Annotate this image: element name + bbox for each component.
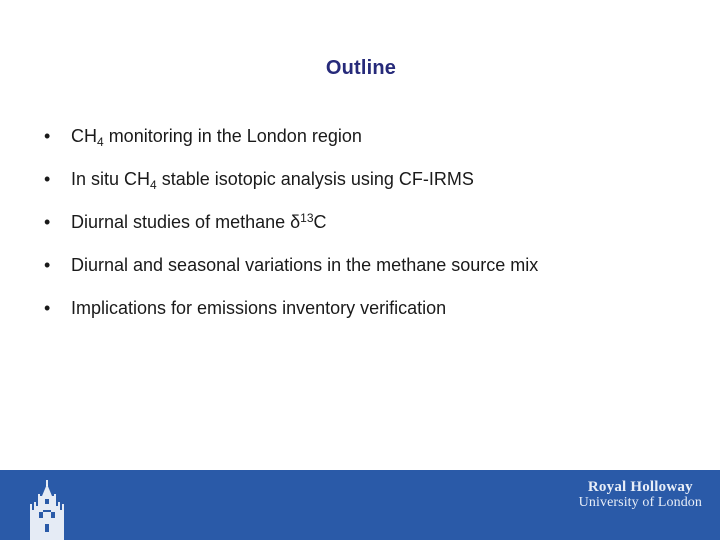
bullet-text-part: Diurnal studies of methane δ <box>71 212 301 232</box>
superscript: 13 <box>300 211 314 225</box>
bullet-marker: • <box>44 169 51 189</box>
bullet-text-part: monitoring in the London region <box>103 126 362 146</box>
bullet-marker: • <box>44 298 51 318</box>
bullet-text <box>71 126 362 147</box>
bullet-text-part: CH <box>71 126 97 146</box>
bullet-text <box>71 212 327 233</box>
tower-crest-icon <box>20 470 74 540</box>
bullet-text-part: In situ CH <box>71 169 151 189</box>
bullet-text-part: stable isotopic analysis using CF-IRMS <box>156 169 474 189</box>
logo-line-2: University of London <box>578 495 702 510</box>
bullet-text: Implications for emissions inventory verification <box>71 298 447 318</box>
bullet-marker: • <box>44 255 51 275</box>
bullet-text-part: C <box>313 212 327 232</box>
university-logo <box>579 479 702 511</box>
bullet-marker: • <box>44 126 51 146</box>
footer-band <box>0 470 720 540</box>
bullet-text: Diurnal and seasonal variations in the methane source mix <box>71 255 539 275</box>
slide-title <box>0 57 720 80</box>
bullet-marker: • <box>44 212 51 232</box>
slide-title-text: Outline <box>325 57 397 79</box>
logo-line-1: Royal Holloway <box>587 479 693 495</box>
bullet-text <box>71 169 474 190</box>
subscript: 4 <box>150 178 157 192</box>
subscript: 4 <box>97 135 104 149</box>
